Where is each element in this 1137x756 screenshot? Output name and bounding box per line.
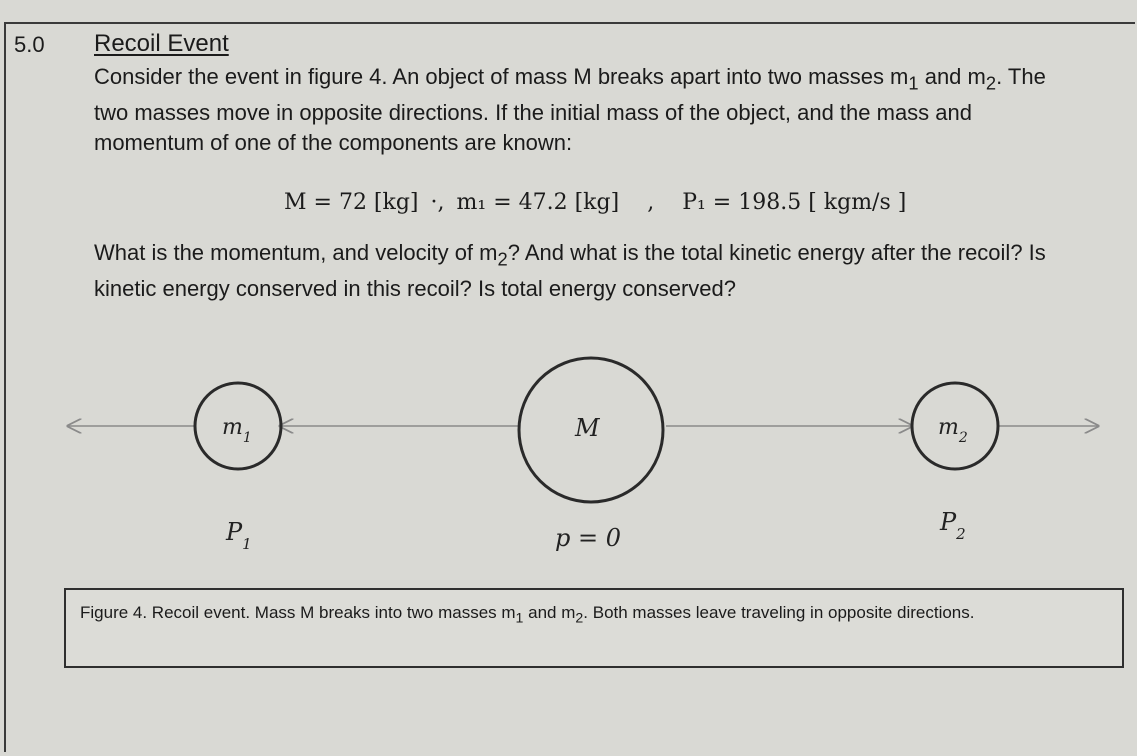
question-text-part-1: What is the momentum, and velocity of m [94, 240, 498, 265]
recoil-figure [40, 350, 1120, 570]
intro-paragraph [94, 62, 1084, 158]
intro-subscript-1: 1 [908, 72, 919, 94]
given-mass-1: m₁ = 47.2 [kg] [456, 190, 620, 215]
momentum-center-label: p = 0 [555, 524, 621, 552]
mass-center-label: M [575, 414, 600, 442]
figure-caption [64, 588, 1124, 668]
caption-subscript-1: 1 [515, 610, 524, 627]
intro-text-part-1: Consider the event in figure 4. An object of mass M breaks apart into two masses m [94, 64, 909, 89]
caption-text-part-2: and m [523, 603, 576, 622]
given-total-mass: M = 72 [kg] [284, 190, 419, 215]
mass-right-label: $m_2$ [938, 415, 968, 446]
given-momentum-1: P₁ = 198.5 [ kgm/s ] [682, 190, 907, 215]
caption-text-part-3: . Both masses leave traveling in opposite directions. [583, 603, 975, 622]
given-values-line [284, 190, 906, 215]
given-separator-2: , [647, 190, 655, 215]
intro-subscript-2: 2 [985, 72, 997, 94]
recoil-figure-svg [40, 350, 1120, 570]
given-separator-1: ·, [430, 190, 445, 215]
question-subscript: 2 [497, 248, 508, 270]
caption-subscript-2: 2 [575, 610, 584, 627]
section-title: Recoil Event [94, 30, 229, 57]
question-text-part-2: ? And what is the total kinetic energy after the recoil? Is kinetic energy conserved in this recoil? Is total energy conserved? [94, 240, 1046, 302]
intro-text-part-3: . The two masses move in opposite directions. If the initial mass of the object, and the mass and momentum of one of the components are known: [94, 64, 1046, 156]
section-number: 5.0 [14, 32, 45, 57]
intro-text-part-2: and m [918, 64, 986, 89]
momentum-right-label: $P_2$ [940, 508, 966, 543]
caption-text-part-1: Figure 4. Recoil event. Mass M breaks into two masses m [80, 603, 516, 622]
question-paragraph [94, 238, 1094, 304]
momentum-left-label: $P_1$ [226, 518, 252, 553]
mass-left-label: $m_1$ [222, 415, 252, 446]
